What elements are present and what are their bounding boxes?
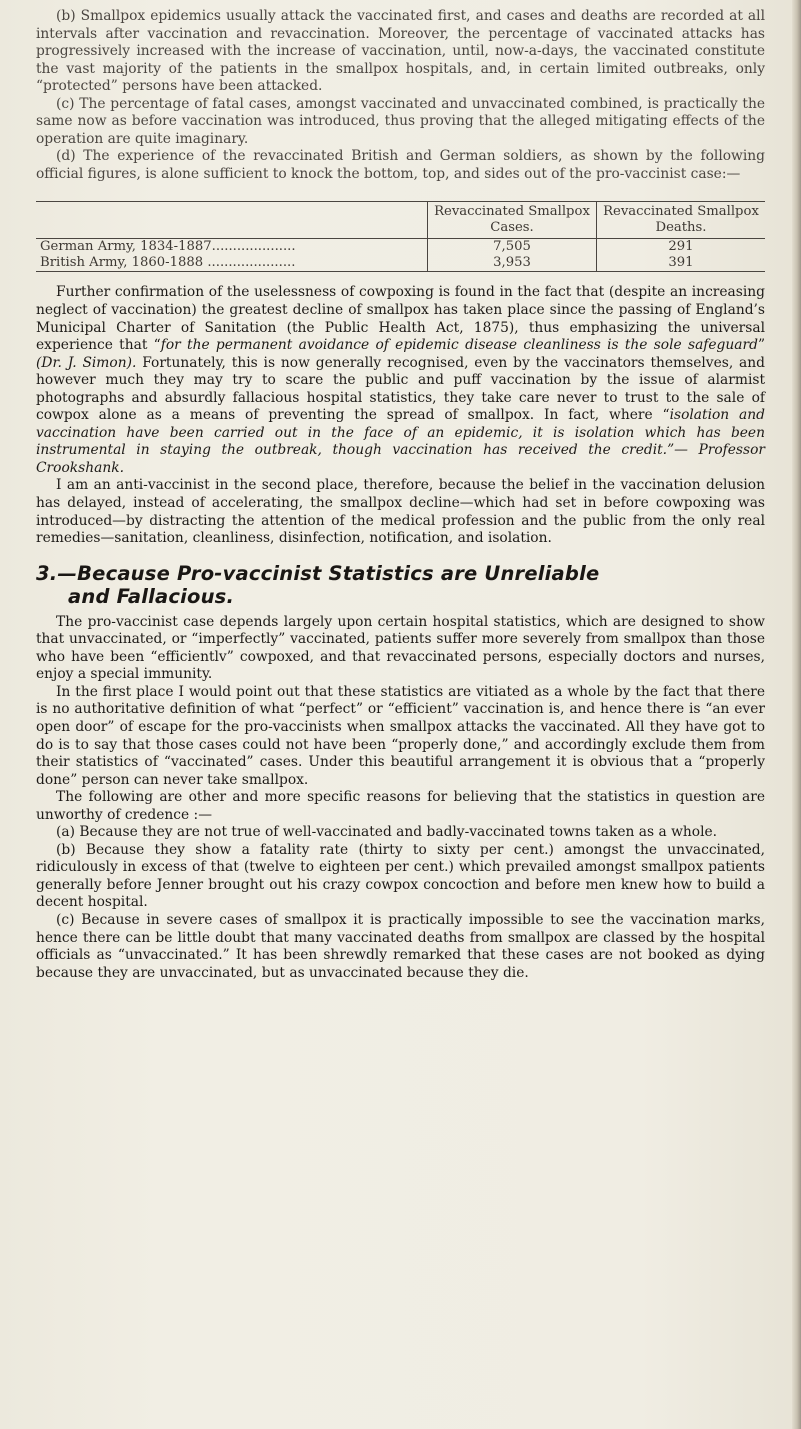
section-heading-line-1: 3.—Because Pro-vaccinist Statistics are Unreliable	[36, 561, 600, 585]
section-heading-line-2: and Fallacious.	[68, 584, 235, 608]
row-label: British Army, 1860-1888 .....................	[36, 255, 428, 272]
row-label: German Army, 1834-1887....................	[36, 239, 428, 256]
table-row	[36, 255, 765, 272]
text-run: Further confirmation of the uselessness of cowpoxing is found in the fact that (despite an increasing neglect of vaccination) the greatest decline of smallpox has taken place since the passing of England’s Municipal Charter of Sanitation (the Public Health Act, 1875), thus emphasizing the universal experience that “	[36, 284, 765, 354]
section-paragraph: In the first place I would point out that these statistics are vitiated as a whole by the fact that there is no authoritative definition of what “perfect” or “efficient” vaccination is, and hence there is “an ever open door” of escape for the pro-vaccinists when smallpox attacks the vaccinated. All they have got to do is to say that those cases could not have been “properly done,” and accordingly exclude them from their statistics of “vaccinated” cases. Under this beautiful arrangement it is obvious that a “properly done” person can never take smallpox.	[36, 683, 765, 788]
table-corner	[36, 202, 428, 239]
revaccination-table	[36, 201, 765, 272]
section-paragraph: The pro-vaccinist case depends largely upon certain hospital statistics, which are designed to show that unvaccinated, or “imperfectly” vaccinated, patients suffer more severely from smallpox than those who have been “efficientlv” cowpoxed, and that revaccinated persons, especially doctors and nurses, enjoy a special immunity.	[36, 613, 765, 683]
text-run: I am an anti-vaccinist in the second place, therefore, because the belief in the vaccination delusion has delayed, instead of accelerating, the smallpox decline—which had set in before cowpoxing was introduced—by distracting the attention of the medical profession and the public from the only real remedies—sanitation, cleanliness, disinfection, notification, and isolation.	[36, 477, 765, 547]
row-cases: 7,505	[428, 239, 597, 256]
intro-paragraph-c: (c) The percentage of fatal cases, amongst vaccinated and unvaccinated combined, is practically the same now as before vaccination was introduced, thus proving that the alleged mitigating effects of the operation are quite imaginary.	[36, 95, 765, 147]
section-paragraph: The following are other and more specific reasons for believing that the statistics in question are unworthy of credence :—	[36, 789, 765, 823]
intro-paragraph-b: (b) Smallpox epidemics usually attack the vaccinated first, and cases and deaths are recorded at all intervals after vaccination and revaccination. Moreover, the percentage of vaccinated attacks has progressively increased with the increase of vaccination, until, now-a-days, the vaccinated constitute the vast majority of the patients in the smallpox hospitals, and, in certain limited outbreaks, only “protected” persons have been attacked.	[36, 8, 765, 95]
reason-item: (c) Because in severe cases of smallpox it is practically impossible to see the vaccination marks, hence there can be little doubt that many vaccinated deaths from smallpox are classed by the hospital officials as “unvaccinated.” It has been shrewdly remarked that these cases are not booked as dying because they are unvaccinated, but as unvaccinated because they die.	[36, 911, 765, 981]
table-row	[36, 239, 765, 256]
table-header-cases: Revaccinated Smallpox Cases.	[428, 202, 597, 239]
intro-paragraph-d: (d) The experience of the revaccinated British and German soldiers, as shown by the following official figures, is alone sufficient to knock the bottom, top, and sides out of the pro-vaccinist case:—	[36, 148, 765, 182]
section-heading	[36, 562, 765, 608]
text-run: ”	[757, 337, 765, 354]
row-cases: 3,953	[428, 255, 597, 272]
italic-quote: for the permanent avoidance of epidemic disease cleanliness is the sole safeguard	[160, 337, 758, 354]
italic-quote: (Dr. J. Simon).	[36, 354, 137, 371]
table-header-deaths: Revaccinated Smallpox Deaths.	[597, 202, 766, 239]
reason-item: (a) Because they are not true of well-vaccinated and badly-vaccinated towns taken as a whole.	[56, 824, 718, 841]
text-run: Fortunately, this is now generally recognised, even by the vaccinators themselves, and however much they may try to scare the public and puff vaccination by the issue of alarmist photographs and absurdly fallacious hospital statistics, they take care never to trust to the sale of cowpox alone as a means of preventing the spread of smallpox. In fact, where “	[36, 354, 765, 424]
italic-quote: isolation and vaccination have been carried out in the face of an epidemic, it is isolation which has been instrumental in staying the outbreak, though vaccination has received the credit.”— Professor Crookshank.	[36, 407, 765, 476]
main-section	[36, 284, 765, 982]
page-edge-shadow	[792, 0, 801, 1429]
body-paragraph	[36, 284, 765, 477]
intro-section	[36, 8, 765, 183]
reason-item: (b) Because they show a fatality rate (thirty to sixty per cent.) amongst the unvaccinated, ridiculously in excess of that (twelve to eighteen per cent.) which prevailed amongst smallpox patients generally before Jenner brought out his crazy cowpox concoction and before men knew how to build a decent hospital.	[36, 841, 765, 911]
row-deaths: 291	[597, 239, 766, 256]
body-paragraph	[36, 477, 765, 547]
row-deaths: 391	[597, 255, 766, 272]
